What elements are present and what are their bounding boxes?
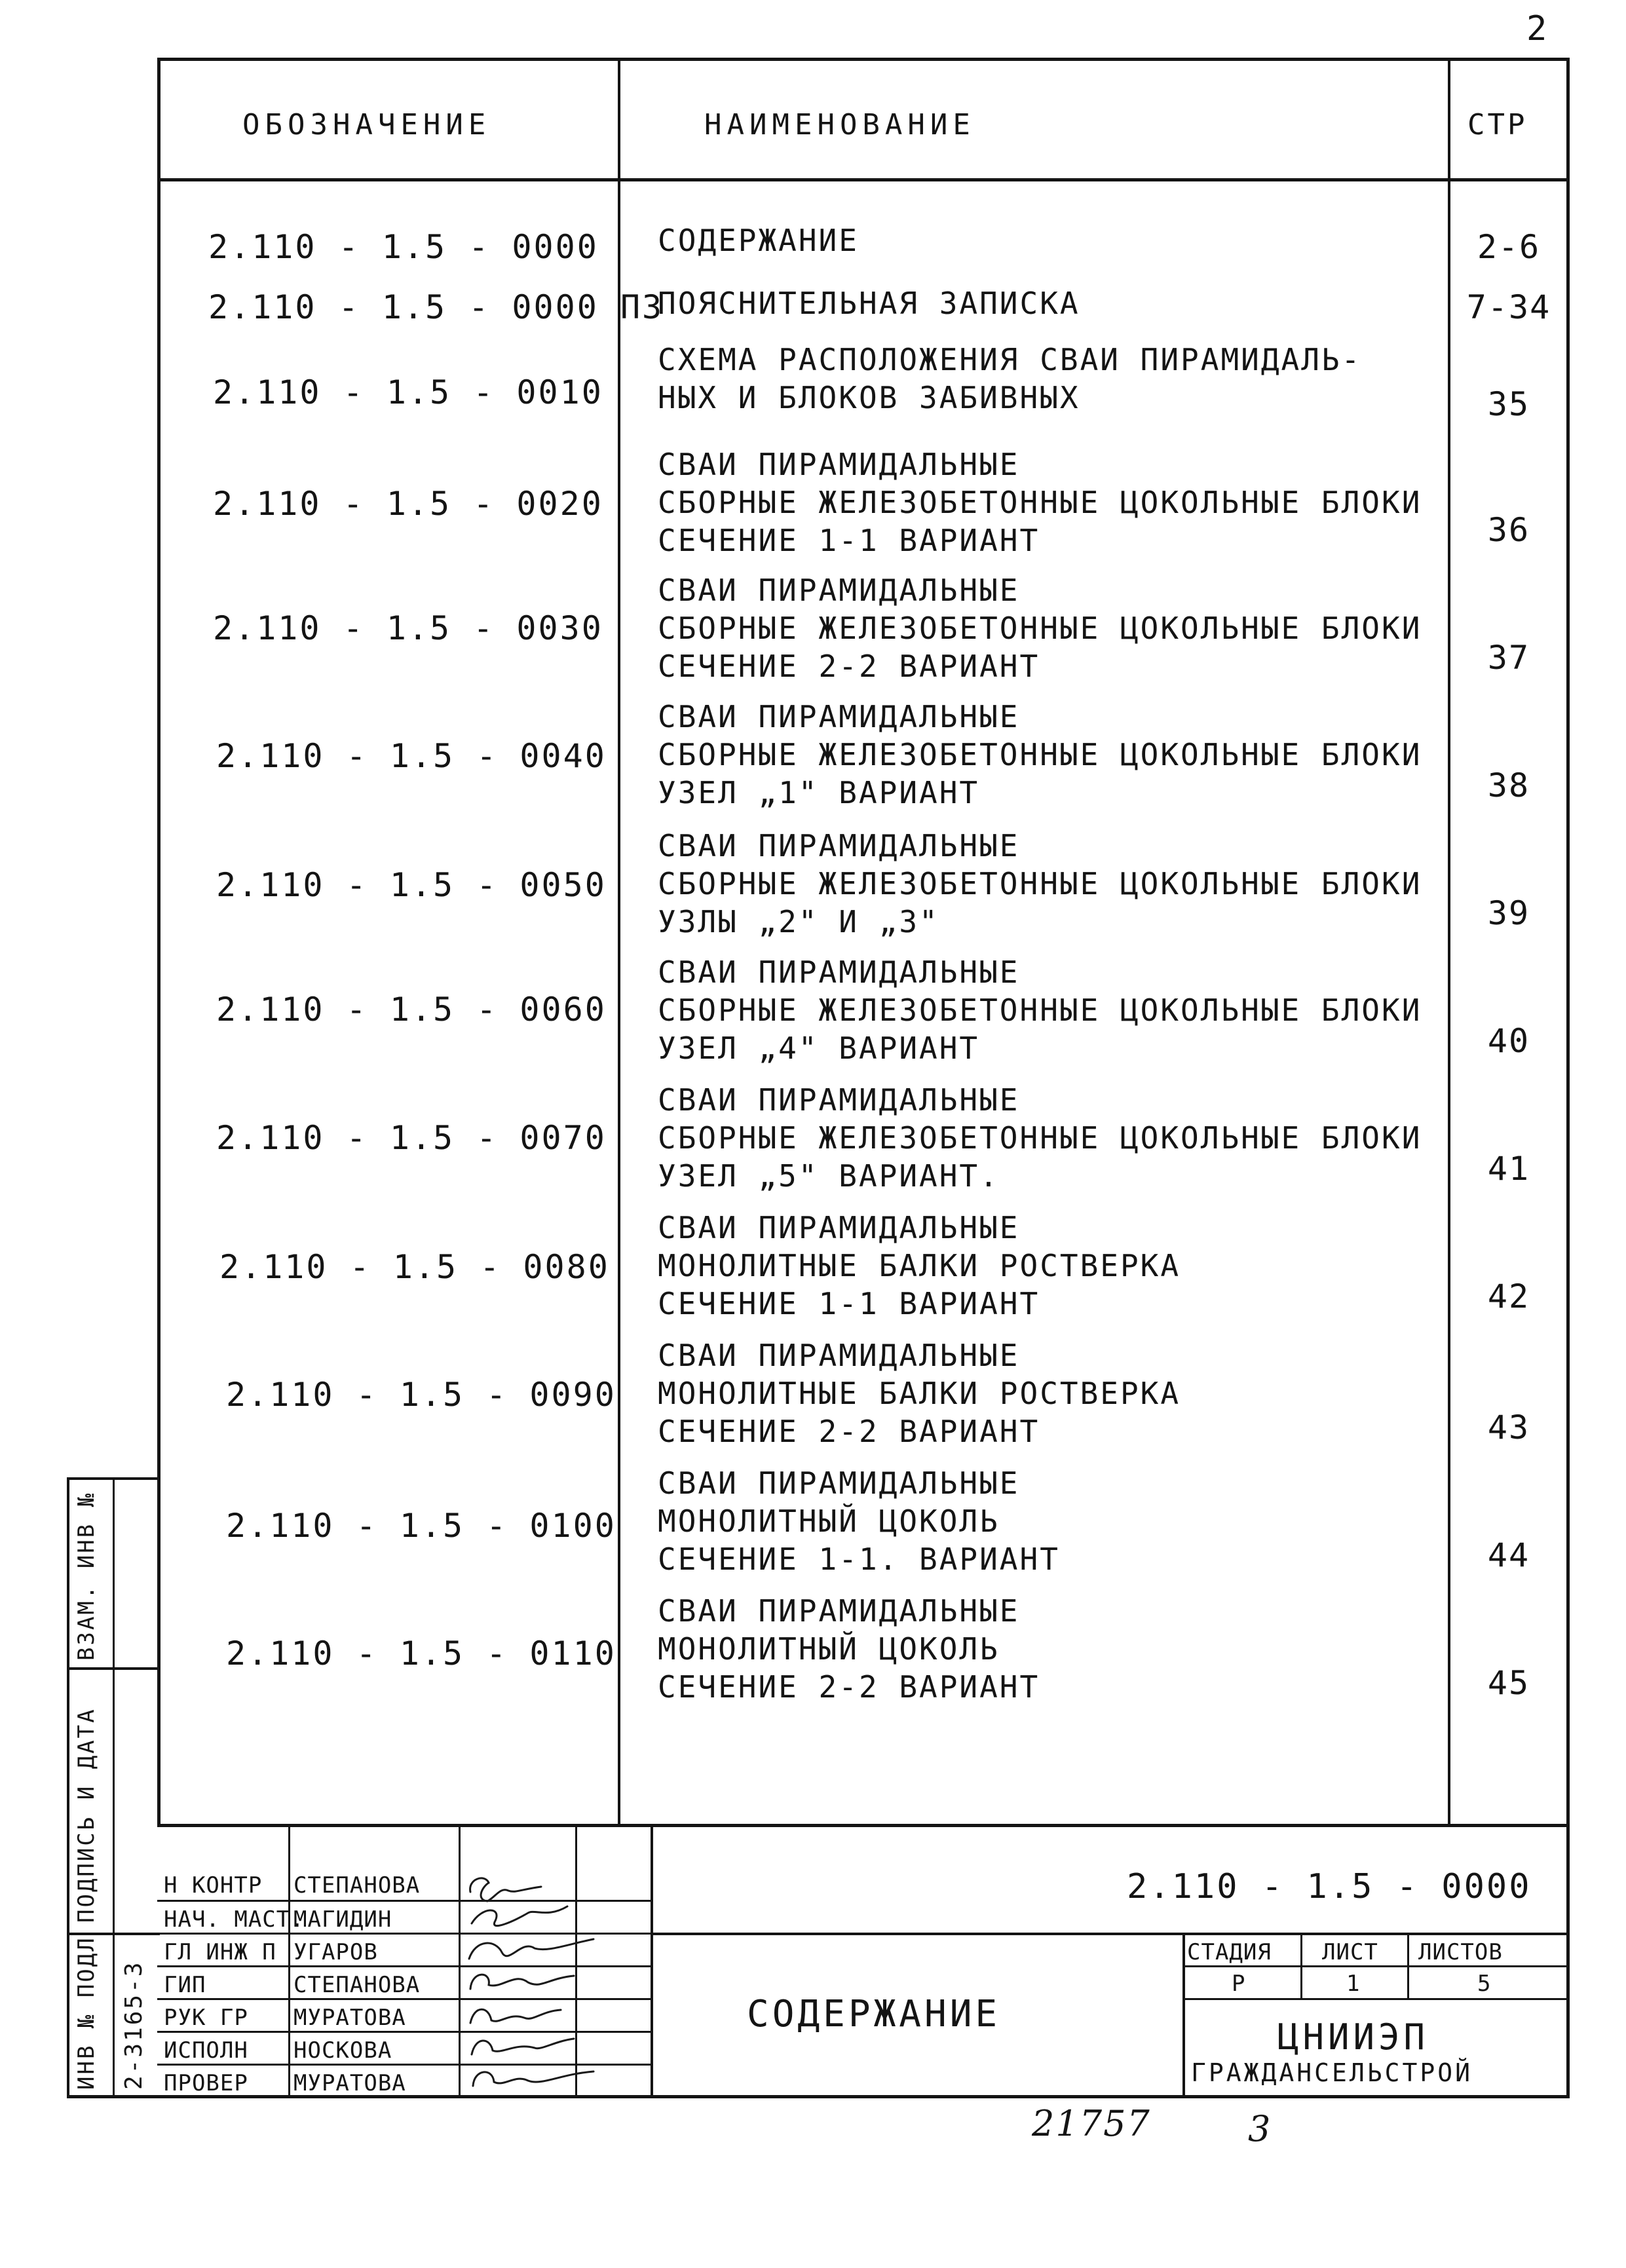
row-name: СВАИ ПИРАМИДАЛЬНЫЕ СБОРНЫЕ ЖЕЛЕЗОБЕТОННЫЕ ЦОКОЛЬНЫЕ БЛОКИ УЗЛЫ „2" И „3" [658, 828, 1422, 939]
staff-role: ГИП [164, 1972, 206, 1998]
row-name: СОДЕРЖАНИЕ [658, 223, 859, 258]
row-name: СВАИ ПИРАМИДАЛЬНЫЕ МОНОЛИТНЫЕ БАЛКИ РОСТВЕРКА СЕЧЕНИЕ 1-1 ВАРИАНТ [658, 1210, 1181, 1321]
side-stamp-mid [113, 1477, 115, 2098]
frame-right [1566, 58, 1570, 2098]
row-page: 36 [1487, 511, 1530, 549]
staff-role: РУК ГР [164, 2005, 248, 2031]
row-code: 2.110 - 1.5 - 0000 [208, 228, 599, 266]
row-code: 2.110 - 1.5 - 0080 [219, 1248, 610, 1286]
footer-sheet-mark: 3 [1248, 2108, 1272, 2149]
col-sep-2 [1448, 58, 1450, 1826]
row-page: 39 [1487, 894, 1530, 932]
document-code: 2.110 - 1.5 - 0000 [1127, 1867, 1532, 1906]
row-code: 2.110 - 1.5 - 0040 [216, 737, 607, 775]
stage-value: Р [1232, 1971, 1246, 1997]
staff-col-sep-4 [651, 1824, 653, 2098]
side-stamp-left [67, 1477, 69, 2098]
row-code: 2.110 - 1.5 - 0020 [213, 485, 603, 523]
org-name: ЦНИИЭП [1277, 2016, 1429, 2058]
title-sep [651, 1933, 1570, 1935]
staff-role: НАЧ. МАСТ. [164, 1906, 305, 1933]
row-page: 37 [1487, 639, 1530, 677]
row-code: 2.110 - 1.5 - 0060 [216, 991, 607, 1029]
staff-role: ПРОВЕР [164, 2070, 248, 2096]
staff-role: Н КОНТР [164, 1872, 263, 1899]
frame-left [157, 58, 161, 1825]
page-number: 2 [1526, 9, 1549, 48]
sheet-value: 1 [1346, 1971, 1361, 1997]
row-code: 2.110 - 1.5 - 0090 [226, 1376, 616, 1414]
row-name: СВАИ ПИРАМИДАЛЬНЫЕ СБОРНЫЕ ЖЕЛЕЗОБЕТОННЫЕ ЦОКОЛЬНЫЕ БЛОКИ СЕЧЕНИЕ 2-2 ВАРИАНТ [658, 573, 1422, 684]
staff-name: СТЕПАНОВА [293, 1972, 421, 1998]
row-name: ПОЯСНИТЕЛЬНАЯ ЗАПИСКА [658, 286, 1080, 321]
row-page: 40 [1487, 1022, 1530, 1060]
frame-top [157, 58, 1570, 61]
signatures [463, 1861, 646, 2096]
row-name: СВАИ ПИРАМИДАЛЬНЫЕ СБОРНЫЕ ЖЕЛЕЗОБЕТОННЫЕ ЦОКОЛЬНЫЕ БЛОКИ СЕЧЕНИЕ 1-1 ВАРИАНТ [658, 447, 1422, 558]
footer-number: 21757 [1032, 2103, 1151, 2144]
staff-col-sep-2 [459, 1824, 461, 2098]
stage-col-sep-2 [1407, 1933, 1409, 1999]
row-page: 45 [1487, 1664, 1530, 1702]
row-name: СВАИ ПИРАМИДАЛЬНЫЕ МОНОЛИТНЫЕ БАЛКИ РОСТВЕРКА СЕЧЕНИЕ 2-2 ВАРИАНТ [658, 1338, 1181, 1449]
row-code: 2.110 - 1.5 - 0100 [226, 1507, 616, 1545]
side-stamp-top [67, 1477, 160, 1480]
side-stamp-sep-1 [67, 1667, 160, 1670]
row-code: 2.110 - 1.5 - 0050 [216, 866, 607, 904]
staff-name: СТЕПАНОВА [293, 1872, 421, 1899]
row-page: 41 [1487, 1150, 1530, 1188]
stage-col-sep-1 [1300, 1933, 1302, 1999]
row-page: 44 [1487, 1536, 1530, 1574]
row-code: 2.110 - 1.5 - 0010 [213, 373, 603, 411]
side-inv-number: 2-3165-3 [121, 1960, 147, 2090]
org-subtitle: ГРАЖДАНСЕЛЬСТРОЙ [1191, 2058, 1473, 2087]
staff-name: УГАРОВ [293, 1939, 378, 1965]
row-name: СВАИ ПИРАМИДАЛЬНЫЕ МОНОЛИТНЫЙ ЦОКОЛЬ СЕЧЕНИЕ 1-1. ВАРИАНТ [658, 1465, 1060, 1577]
row-name: СВАИ ПИРАМИДАЛЬНЫЕ МОНОЛИТНЫЙ ЦОКОЛЬ СЕЧЕНИЕ 2-2 ВАРИАНТ [658, 1593, 1040, 1705]
staff-name: НОСКОВА [293, 2037, 392, 2064]
side-inv-podl: ИНВ № ПОДЛ [73, 1936, 100, 2090]
row-page: 42 [1487, 1277, 1530, 1315]
row-page: 35 [1487, 385, 1530, 423]
stage-label: СТАДИЯ [1187, 1939, 1272, 1965]
row-page: 2-6 [1477, 228, 1541, 266]
staff-name: МУРАТОВА [293, 2005, 406, 2031]
row-code: 2.110 - 1.5 - 0110 [226, 1635, 616, 1673]
row-name: СВАИ ПИРАМИДАЛЬНЫЕ СБОРНЫЕ ЖЕЛЕЗОБЕТОННЫЕ ЦОКОЛЬНЫЕ БЛОКИ УЗЕЛ „1" ВАРИАНТ [658, 699, 1422, 810]
staff-role: ГЛ ИНЖ П [164, 1939, 276, 1965]
row-page: 43 [1487, 1408, 1530, 1446]
row-code: 2.110 - 1.5 - 0070 [216, 1119, 607, 1157]
row-name: СХЕМА РАСПОЛОЖЕНИЯ СВАИ ПИРАМИДАЛЬ- НЫХ И БЛОКОВ ЗАБИВНЫХ [658, 342, 1362, 415]
row-name: СВАИ ПИРАМИДАЛЬНЫЕ СБОРНЫЕ ЖЕЛЕЗОБЕТОННЫЕ ЦОКОЛЬНЫЕ БЛОКИ УЗЕЛ „4" ВАРИАНТ [658, 954, 1422, 1066]
side-inv-vzam: ВЗАМ. ИНВ № [73, 1491, 100, 1661]
header-divider [157, 178, 1570, 181]
stage-values-line [1182, 1998, 1570, 2000]
sheets-value: 5 [1477, 1971, 1492, 1997]
row-page: 38 [1487, 766, 1530, 804]
stage-col-left [1182, 1933, 1185, 2098]
header-name: НАИМЕНОВАНИЕ [704, 108, 975, 142]
staff-name: МУРАТОВА [293, 2070, 406, 2096]
row-code: 2.110 - 1.5 - 0030 [213, 609, 603, 647]
side-signature-date: ПОДПИСЬ И ДАТА [73, 1707, 100, 1923]
row-page: 7-34 [1466, 288, 1551, 326]
staff-name: МАГИДИН [293, 1906, 392, 1933]
staff-col-sep-1 [288, 1824, 290, 2098]
row-code: 2.110 - 1.5 - 0000 ПЗ [208, 288, 664, 326]
stage-header-line [1182, 1965, 1570, 1967]
header-page: СТР [1467, 108, 1528, 142]
staff-role: ИСПОЛН [164, 2037, 248, 2064]
header-designation: ОБОЗНАЧЕНИЕ [242, 108, 491, 142]
title-block-bottom [67, 2095, 1570, 2098]
sheet-label: ЛИСТ [1322, 1939, 1378, 1965]
document-title: СОДЕРЖАНИЕ [747, 1993, 1001, 2035]
row-name: СВАИ ПИРАМИДАЛЬНЫЕ СБОРНЫЕ ЖЕЛЕЗОБЕТОННЫЕ ЦОКОЛЬНЫЕ БЛОКИ УЗЕЛ „5" ВАРИАНТ. [658, 1082, 1422, 1194]
table-bottom [157, 1824, 1570, 1827]
sheets-label: ЛИСТОВ [1418, 1939, 1503, 1965]
side-stamp-sep-2 [67, 1933, 160, 1935]
